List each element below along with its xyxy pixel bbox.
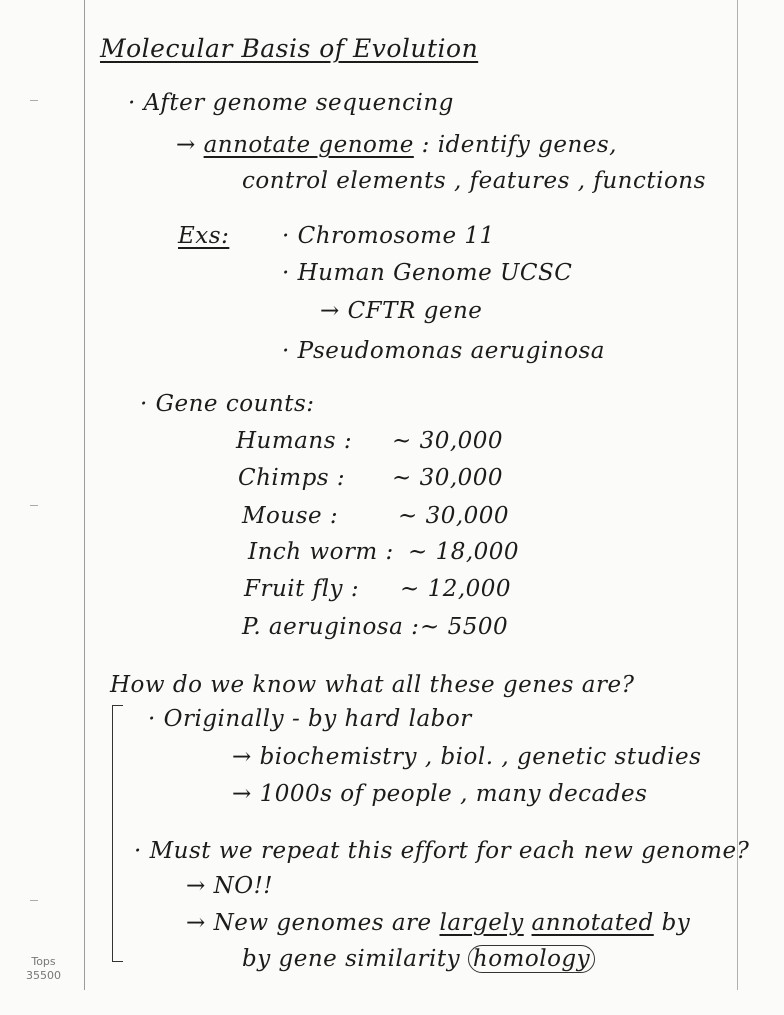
originally-bullet: · Originally - by hard labor bbox=[148, 706, 472, 732]
example-item: · Pseudomonas aeruginosa bbox=[282, 338, 605, 364]
brand-name: Tops bbox=[31, 955, 56, 968]
gene-counts-heading: · Gene counts: bbox=[140, 391, 315, 417]
repeat-bullet: · Must we repeat this effort for each new genome? bbox=[134, 838, 750, 864]
annotate-rest-text: : identify genes, bbox=[421, 132, 617, 158]
annotated-text: annotated bbox=[531, 910, 654, 936]
example-item: · Chromosome 11 bbox=[282, 223, 495, 249]
organism-label: Chimps : bbox=[238, 465, 346, 491]
organism-label: Fruit fly : bbox=[244, 576, 360, 602]
new-genomes-line bbox=[186, 912, 690, 935]
page-title: Molecular Basis of Evolution bbox=[100, 34, 479, 63]
hole-punch-mark bbox=[30, 900, 38, 901]
question-text: How do we know what all these genes are? bbox=[110, 672, 635, 698]
product-code: 35500 bbox=[26, 969, 61, 983]
hole-punch-mark bbox=[30, 505, 38, 506]
section-bracket bbox=[112, 705, 123, 962]
examples-label: Exs: bbox=[178, 223, 230, 249]
largely-text: largely bbox=[439, 910, 524, 936]
organism-label: Mouse : bbox=[242, 503, 339, 529]
example-subitem: → CFTR gene bbox=[320, 298, 483, 324]
new-genomes-prefix: → New genomes are bbox=[186, 910, 432, 936]
hole-punch-mark bbox=[30, 100, 38, 101]
example-item: · Human Genome UCSC bbox=[282, 260, 573, 286]
margin-line bbox=[84, 0, 85, 990]
originally-line1: → biochemistry , biol. , genetic studies bbox=[232, 744, 702, 770]
intro-arrow-line bbox=[176, 134, 617, 157]
intro-bullet: · After genome sequencing bbox=[128, 90, 454, 116]
gene-count-value: ~ 30,000 bbox=[392, 428, 504, 454]
organism-label: Humans : bbox=[236, 428, 353, 454]
organism-label: P. aeruginosa : bbox=[242, 614, 420, 640]
by-text: by bbox=[661, 910, 691, 936]
homology-circled-text: homology bbox=[468, 945, 595, 973]
originally-line2: → 1000s of people , many decades bbox=[232, 781, 648, 807]
intro-line2: control elements , features , functions bbox=[242, 168, 706, 194]
arrow-icon: → bbox=[176, 132, 196, 158]
annotate-genome-text: annotate genome bbox=[203, 132, 414, 158]
gene-count-value: ~ 12,000 bbox=[400, 576, 512, 602]
gene-count-value: ~ 30,000 bbox=[392, 465, 504, 491]
similarity-line bbox=[242, 948, 595, 971]
no-answer: → NO!! bbox=[186, 873, 274, 899]
gene-count-value: ~ 30,000 bbox=[398, 503, 510, 529]
organism-label: Inch worm : bbox=[248, 539, 394, 565]
gene-count-value: ~ 18,000 bbox=[408, 539, 520, 565]
gene-count-value: ~ 5500 bbox=[420, 614, 509, 640]
similarity-text: by gene similarity bbox=[242, 946, 461, 972]
paper-brand-logo bbox=[26, 955, 61, 984]
